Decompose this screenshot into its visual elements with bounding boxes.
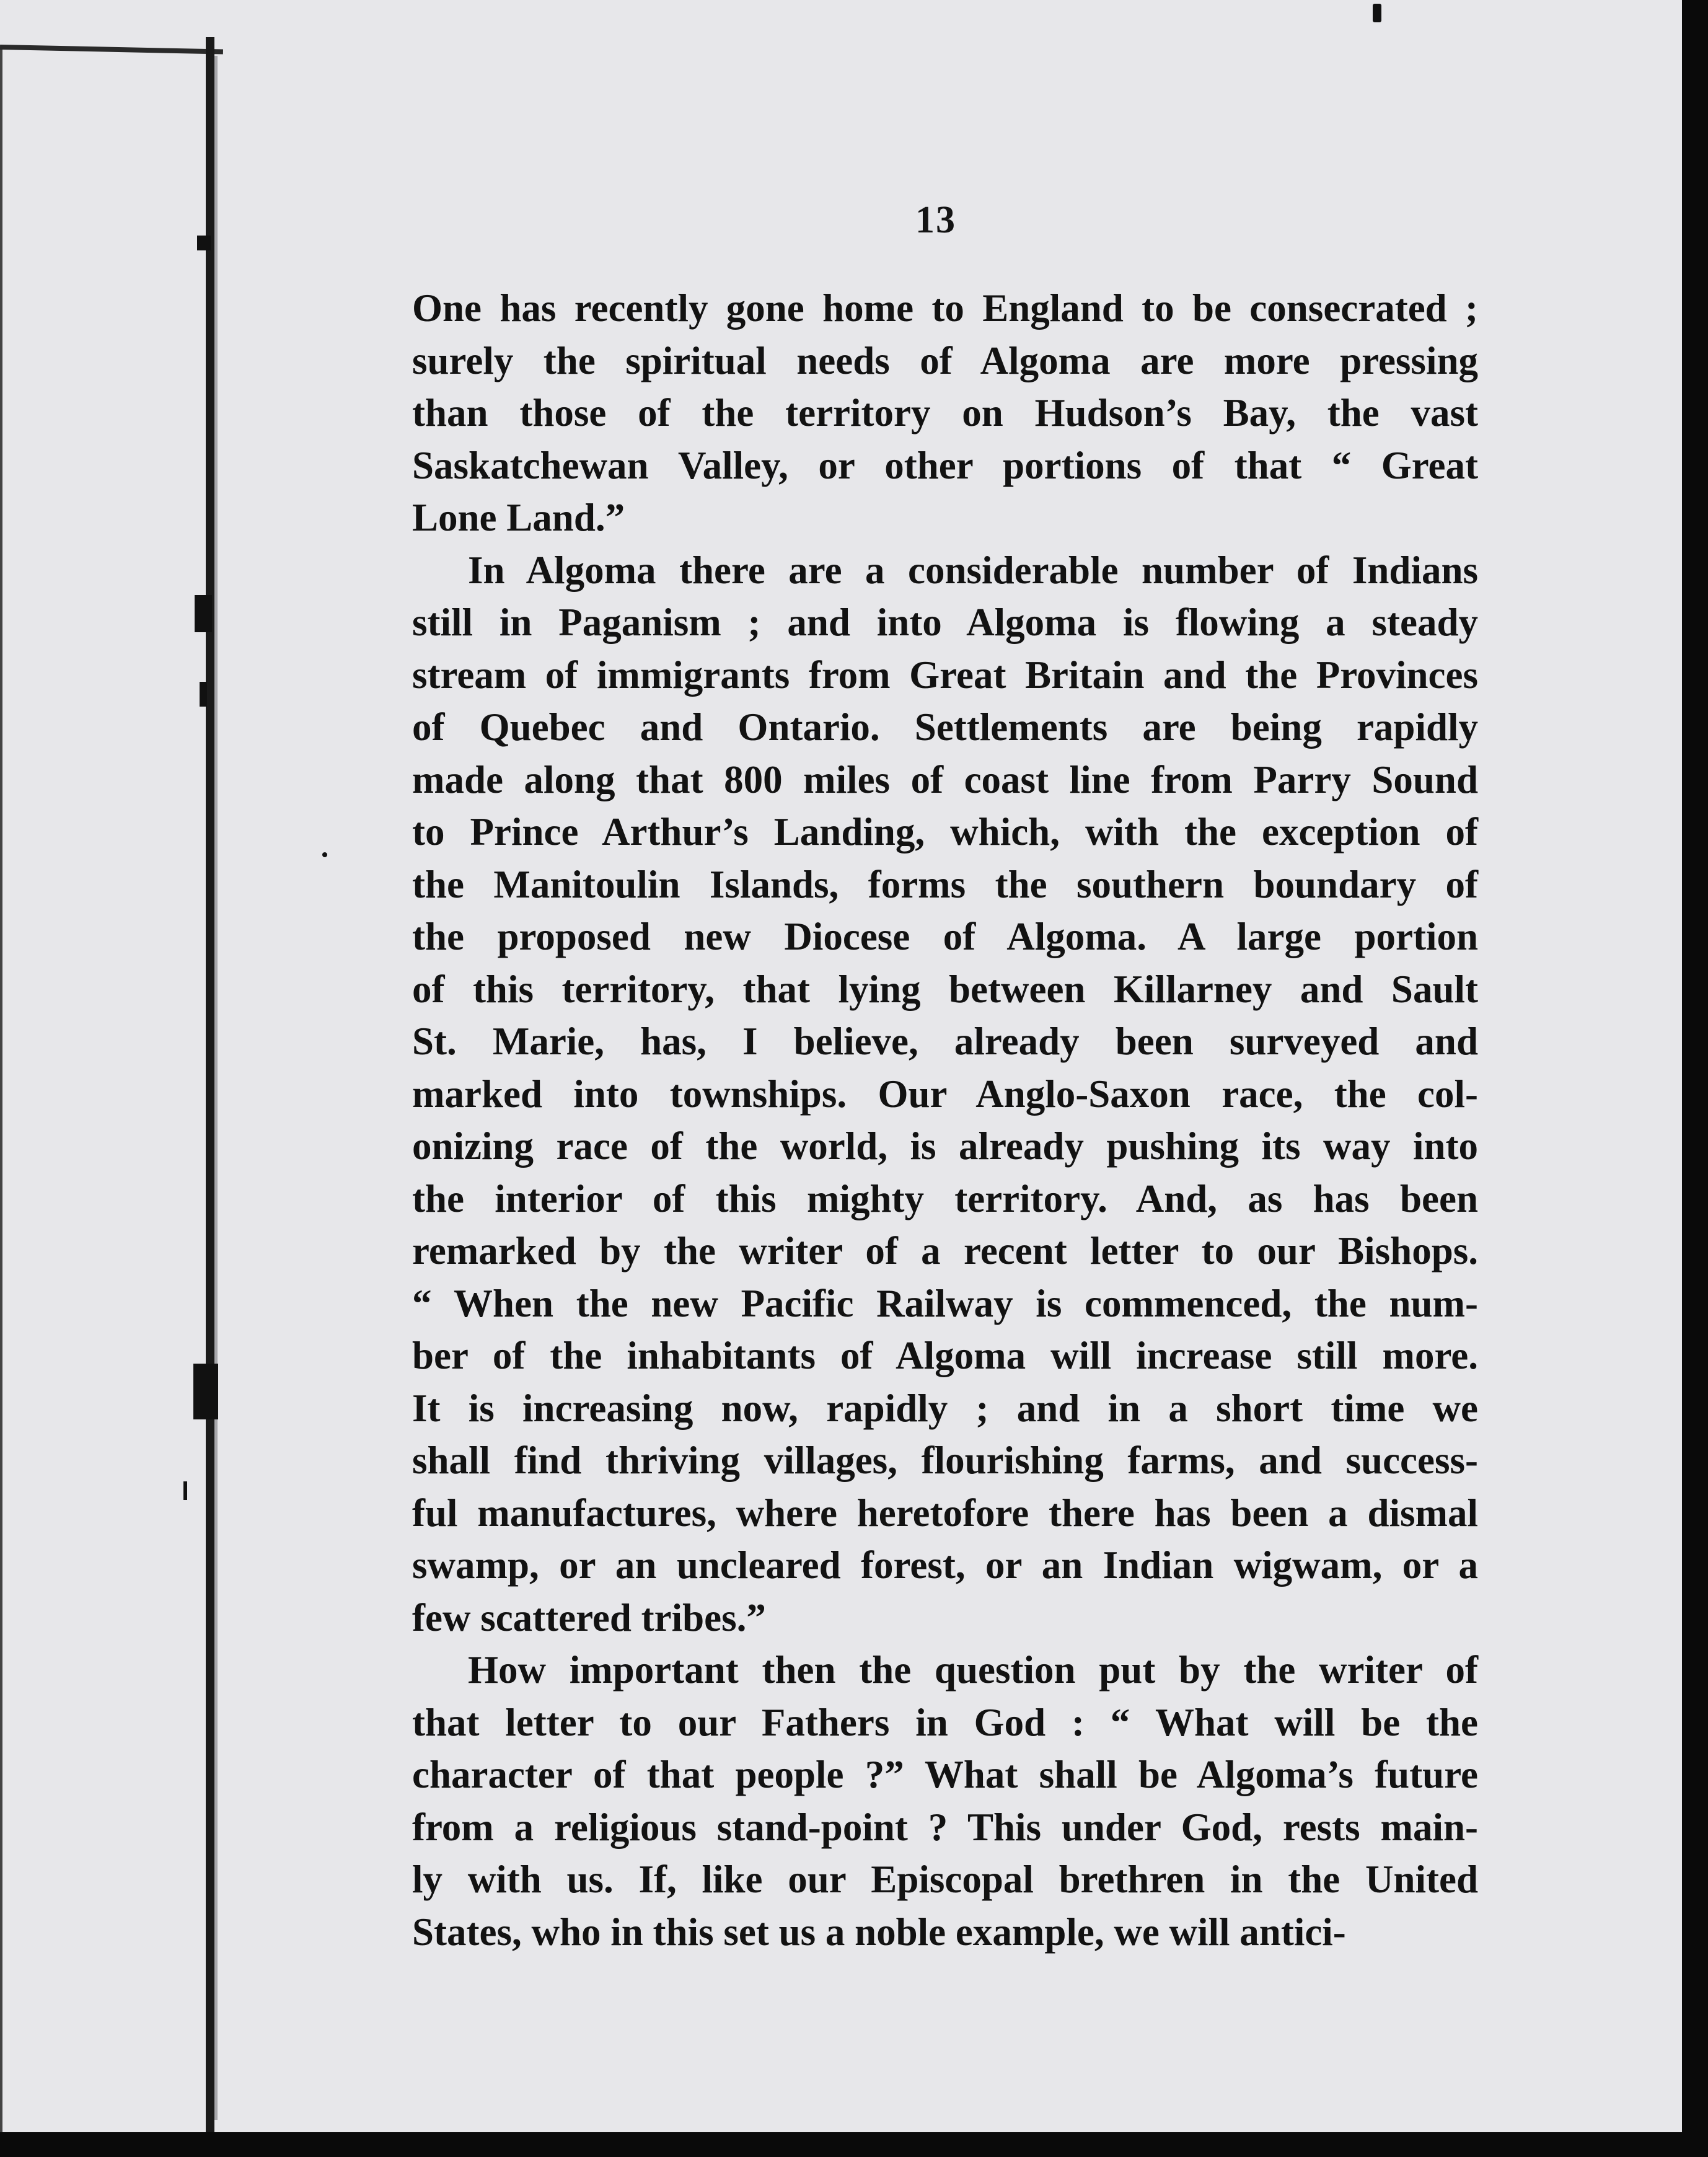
gutter-mark [200,682,207,707]
text-line: “ When the new Pacific Railway is commenced, the num- [412,1281,1478,1325]
scan-frame-right [1682,0,1708,2157]
text-line: Lone Land.” [412,496,625,539]
text-line: It is increasing now, rapidly ; and in a short time we [412,1386,1478,1430]
text-line: ly with us. If, like our Episcopal brethren in the United [412,1858,1478,1901]
gutter-mark [195,595,212,632]
text-line: few scattered tribes.” [412,1595,766,1639]
gutter-left-edge [0,50,2,2132]
scan-frame-bottom [0,2132,1708,2157]
page-number: 13 [915,199,956,241]
gutter-mark [183,1481,187,1500]
text-line: States, who in this set us a noble example, we will antici- [412,1910,1346,1954]
text-line: stream of immigrants from Great Britain and the Provinces [412,653,1478,697]
text-line: ful manufactures, where heretofore there has been a dismal [412,1491,1478,1535]
text-line: marked into townships. Our Anglo-Saxon race, the col- [412,1072,1478,1116]
text-line: the proposed new Diocese of Algoma. A large portion [412,915,1478,958]
gutter-top-rule [0,45,223,55]
text-line: swamp, or an uncleared forest, or an Indian wigwam, or a [412,1543,1478,1587]
text-line: Saskatchewan Valley, or other portions of that “ Great [412,443,1478,487]
text-line: How important then the question put by the writer of [468,1648,1478,1692]
body-text [412,282,1478,1958]
text-line: St. Marie, has, I believe, already been surveyed and [412,1020,1478,1063]
text-line: from a religious stand-point ? This under God, rests main- [412,1805,1478,1849]
text-line: of this territory, that lying between Killarney and Sault [412,967,1478,1011]
text-line: shall find thriving villages, flourishing farms, and success- [412,1439,1478,1482]
paragraph [412,282,1478,544]
text-line: to Prince Arthur’s Landing, which, with the exception of [412,810,1478,854]
gutter-mark [193,1364,218,1419]
text-line: ber of the inhabitants of Algoma will increase still more. [412,1334,1478,1377]
binding-gutter-shadow [214,56,218,2120]
text-line: than those of the territory on Hudson’s Bay, the vast [412,391,1478,434]
text-line: that letter to our Fathers in God : “ What will be the [412,1700,1478,1744]
text-line: still in Paganism ; and into Algoma is flowing a steady [412,601,1478,644]
text-line: character of that people ?” What shall be Algoma’s future [412,1753,1478,1796]
ink-dot [322,852,327,857]
text-line: In Algoma there are a considerable number of Indians [468,548,1478,592]
scan-speck [1373,4,1381,22]
text-line: made along that 800 miles of coast line from Parry Sound [412,757,1478,801]
binding-gutter-line [206,37,214,2132]
text-line: One has recently gone home to England to be consecrated ; [412,286,1478,330]
text-line: of Quebec and Ontario. Settlements are being rapidly [412,705,1478,749]
paragraph [412,544,1478,1644]
text-line: the interior of this mighty territory. And, as has been [412,1176,1478,1220]
paragraph [412,1644,1478,1958]
text-line: onizing race of the world, is already pushing its way into [412,1124,1478,1168]
text-line: the Manitoulin Islands, forms the southern boundary of [412,862,1478,906]
text-line: remarked by the writer of a recent letter to our Bishops. [412,1229,1478,1273]
text-line: surely the spiritual needs of Algoma are more pressing [412,338,1478,382]
